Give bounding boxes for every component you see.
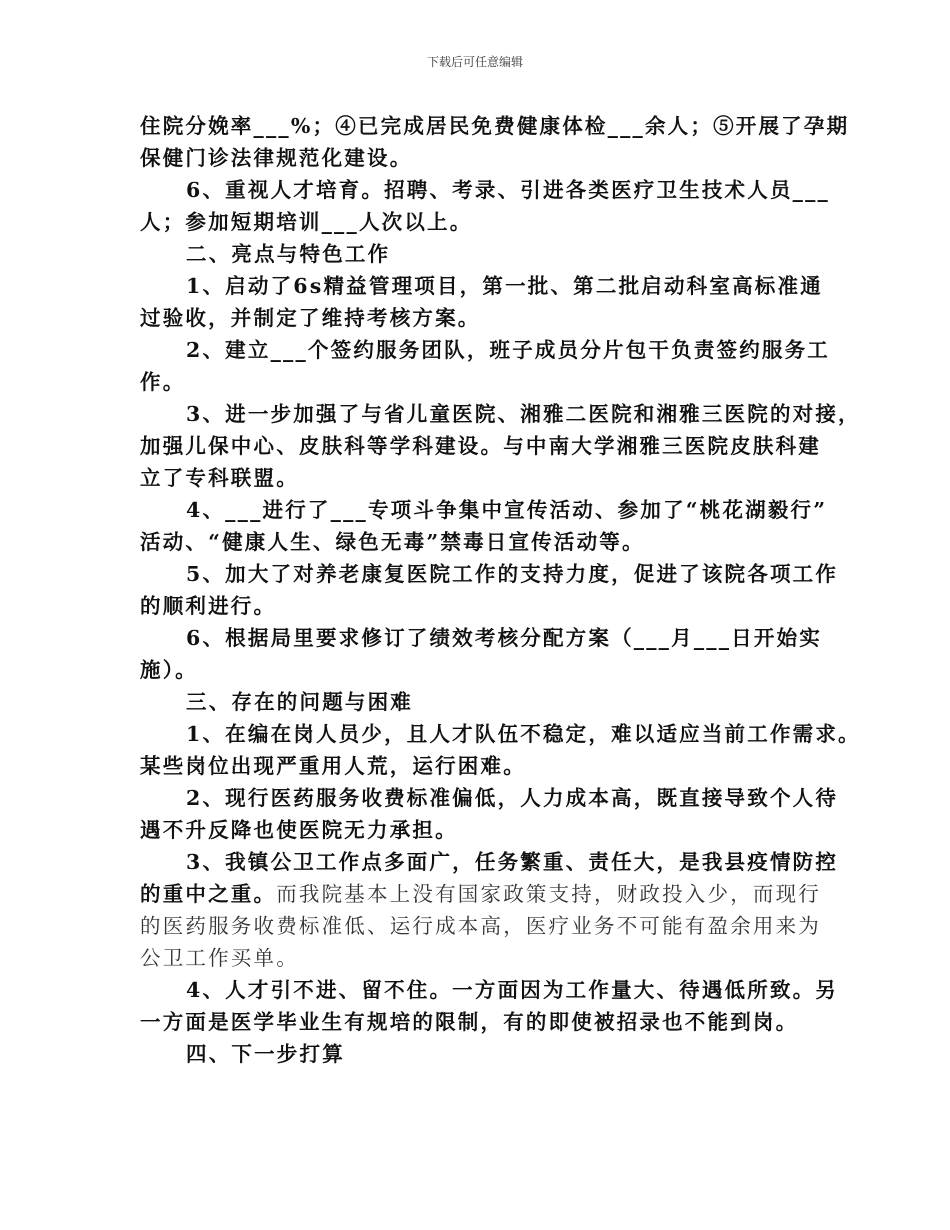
text-line (140, 878, 822, 910)
text-line-main: 2、现行医药服务收费标准偏低，人力成本高，既直接导致个人待 (186, 786, 839, 810)
document-body (140, 110, 861, 1070)
text-line (140, 238, 810, 270)
text-line-main: 四、下一步打算 (186, 1042, 345, 1066)
text-line (140, 942, 810, 974)
page-header: 下载后可任意编辑 (426, 55, 523, 69)
text-line-main: 4、___进行了___专项斗争集中宣传活动、参加了“桃花湖毅行” (186, 498, 828, 522)
text-line (140, 174, 831, 206)
text-line (140, 1038, 810, 1070)
text-line (140, 110, 850, 142)
text-line (140, 142, 810, 174)
text-line (140, 590, 810, 622)
text-line (140, 814, 810, 846)
text-line-tail: 而我院基本上没有国家政策支持，财政投入少，而现行 (276, 882, 822, 906)
text-line-main: 遇不升反降也使医院无力承担。 (140, 818, 458, 842)
text-line-tail: 公卫工作买单。 (140, 946, 299, 970)
text-line (140, 622, 822, 654)
text-line (140, 366, 810, 398)
text-line-main: 2、建立___个签约服务团队，班子成员分片包干负责签约服务工 (186, 338, 831, 362)
text-line-main: 二、亮点与特色工作 (186, 242, 391, 266)
text-line (140, 910, 821, 942)
text-line (140, 974, 839, 1006)
text-line-main: 5、加大了对养老康复医院工作的支持力度，促进了该院各项工作 (186, 562, 839, 586)
text-line-tail: 的医药服务收费标准低、运行成本高，医疗业务不可能有盈余用来为 (140, 914, 821, 938)
text-line-main: 加强儿保中心、皮肤科等学科建设。与中南大学湘雅三医院皮肤科建 (140, 434, 821, 458)
text-line (140, 270, 823, 302)
text-line-main: 施）。 (140, 658, 198, 682)
text-line-main: 的顺利进行。 (140, 594, 277, 618)
text-line-main: 6、根据局里要求修订了绩效考核分配方案（___月___日开始实 (186, 626, 822, 650)
text-line (140, 494, 828, 526)
text-line-main: 作。 (140, 370, 186, 394)
text-line-main: 3、进一步加强了与省儿童医院、湘雅二医院和湘雅三医院的对接， (186, 402, 861, 426)
text-line-main: 保健门诊法律规范化建设。 (140, 146, 413, 170)
text-line-main: 的重中之重。 (140, 882, 277, 906)
text-line (140, 782, 839, 814)
text-line-main: 过验收，并制定了维持考核方案。 (140, 306, 481, 330)
text-line-main: 三、存在的问题与困难 (186, 690, 413, 714)
text-line (140, 206, 810, 238)
text-line-main: 1、启动了6s精益管理项目，第一批、第二批启动科室高标准通 (186, 274, 823, 298)
text-line (140, 750, 810, 782)
text-line-main: 某些岗位出现严重用人荒，运行困难。 (140, 754, 526, 778)
text-line (140, 526, 810, 558)
text-line (140, 302, 810, 334)
text-line-main: 6、重视人才培育。招聘、考录、引进各类医疗卫生技术人员___ (186, 178, 831, 202)
text-line-main: 一方面是医学毕业生有规培的限制，有的即使被招录也不能到岗。 (140, 1010, 799, 1034)
text-line-main: 立了专科联盟。 (140, 466, 299, 490)
text-line (140, 718, 861, 750)
text-line (140, 462, 810, 494)
text-line (140, 334, 831, 366)
text-line (140, 430, 821, 462)
text-line (140, 846, 839, 878)
text-line (140, 686, 810, 718)
text-line (140, 558, 839, 590)
text-line (140, 398, 861, 430)
text-line-main: 人；参加短期培训___人次以上。 (140, 210, 473, 234)
text-line-main: 活动、“健康人生、绿色无毒”禁毒日宣传活动等。 (140, 530, 645, 554)
text-line (140, 654, 810, 686)
text-line (140, 1006, 810, 1038)
text-line-main: 4、人才引不进、留不住。一方面因为工作量大、待遇低所致。另 (186, 978, 839, 1002)
text-line-main: 3、我镇公卫工作点多面广，任务繁重、责任大，是我县疫情防控 (186, 850, 839, 874)
text-line-main: 住院分娩率___%；④已完成居民免费健康体检___余人；⑤开展了孕期 (140, 114, 850, 138)
text-line-main: 1、在编在岗人员少，且人才队伍不稳定，难以适应当前工作需求。 (186, 722, 861, 746)
